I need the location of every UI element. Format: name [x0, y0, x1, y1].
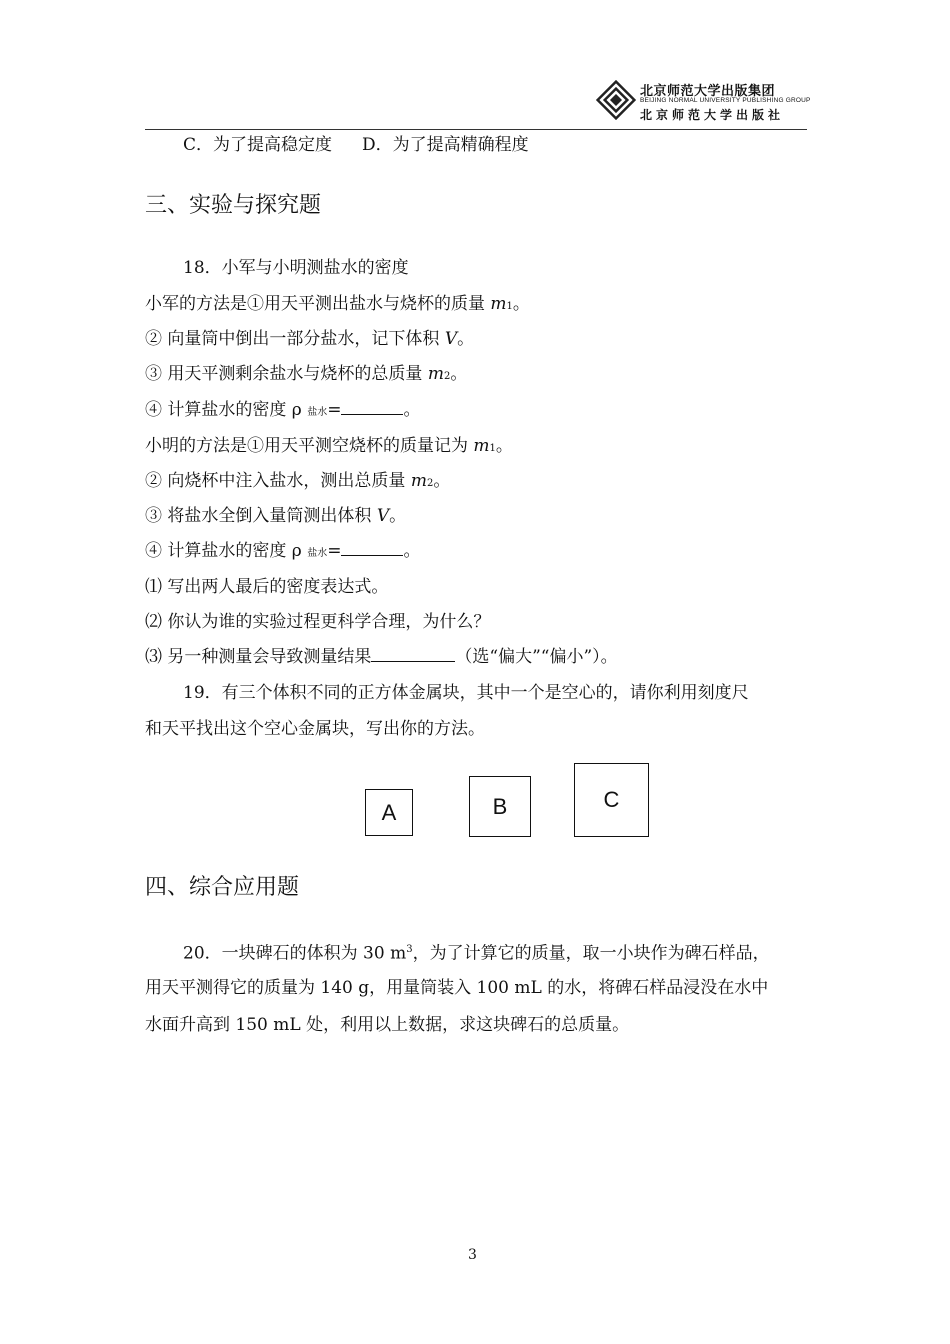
q19-line2: 和天平找出这个空心金属块，写出你的方法。: [145, 719, 485, 739]
q18-xj-step2: [145, 329, 474, 349]
var-m: m: [410, 471, 427, 491]
q18-title: 18．小军与小明测盐水的密度: [183, 258, 409, 278]
q18-xm-step3: [145, 506, 406, 526]
sub-1: 1: [506, 301, 513, 312]
q18-xj-step4: [145, 400, 420, 423]
q18-step4-text: ④ 计算盐水的密度 ρ: [145, 541, 308, 561]
q18-part3: [145, 647, 618, 667]
q18-xj-step1-text: 小军的方法是①用天平测出盐水与烧杯的质量: [145, 294, 491, 314]
q20-line3: 水面升高到 150 mL 处，利用以上数据，求这块碑石的总质量。: [145, 1015, 630, 1035]
q18-xj-step1: [145, 294, 530, 317]
period: 。: [403, 400, 421, 420]
var-m: m: [427, 364, 444, 384]
q17-option-c: C．为了提高稳定度: [183, 135, 333, 155]
q20-line1-text: 20．一块碑石的体积为 30 m: [183, 943, 407, 964]
var-V: V: [376, 506, 390, 526]
section4-title: 四、综合应用题: [145, 875, 300, 900]
q18-part3-choices: （选“偏大”“偏小”）。: [455, 647, 618, 667]
q18-xj-step3: [145, 364, 467, 387]
cube-a: A: [365, 789, 413, 836]
section3-title: 三、实验与探究题: [145, 193, 322, 218]
period: 。: [403, 541, 421, 561]
q17-option-d: D．为了提高精确程度: [362, 135, 529, 155]
var-m: m: [490, 294, 507, 314]
period: 。: [450, 364, 468, 384]
superscript-3: 3: [406, 944, 413, 955]
cube-c: C: [574, 763, 649, 837]
cube-b: B: [469, 776, 531, 837]
q18-xm-step1: [145, 436, 513, 459]
equals: =: [327, 541, 342, 561]
rho-subscript: 盐水: [307, 548, 328, 559]
var-V: V: [444, 329, 458, 349]
header-rule: [145, 129, 807, 130]
q18-part1: ⑴ 写出两人最后的密度表达式。: [145, 577, 389, 597]
answer-blank[interactable]: [341, 541, 403, 556]
period: 。: [389, 506, 407, 526]
period: 。: [457, 329, 475, 349]
period: 。: [495, 436, 513, 456]
q18-step4-text: ④ 计算盐水的密度 ρ: [145, 400, 308, 420]
q18-xj-step2-text: ② 向量筒中倒出一部分盐水，记下体积: [145, 329, 445, 349]
q18-xm-step1-text: 小明的方法是①用天平测空烧杯的质量记为: [145, 436, 474, 456]
q20-line2: 用天平测得它的质量为 140 g，用量筒装入 100 mL 的水，将碑石样品浸没在水中: [145, 978, 769, 998]
period: 。: [433, 471, 451, 491]
answer-blank[interactable]: [371, 647, 455, 662]
q18-xm-step4: [145, 541, 420, 564]
publisher-name-cn: 北京师范大学出版集团: [640, 84, 776, 99]
page-number: 3: [468, 1247, 477, 1263]
var-m: m: [473, 436, 490, 456]
publisher-name-cn-press: 北京师范大学出版社: [640, 108, 785, 122]
rho-subscript: 盐水: [307, 407, 328, 418]
q18-xj-step3-text: ③ 用天平测剩余盐水与烧杯的总质量: [145, 364, 428, 384]
q17-options: [183, 135, 529, 155]
answer-blank[interactable]: [341, 400, 403, 415]
q20-line1-rest: ，为了计算它的质量，取一小块作为碑石样品，: [412, 943, 770, 964]
period: 。: [512, 294, 530, 314]
sub-2: 2: [443, 371, 451, 382]
q18-part2: ⑵ 你认为谁的实验过程更科学合理，为什么？: [145, 612, 491, 632]
sub-2: 2: [426, 478, 434, 489]
q18-xm-step2: [145, 471, 450, 494]
sub-1: 1: [489, 443, 496, 454]
q18-xm-step3-text: ③ 将盐水全倒入量筒测出体积: [145, 506, 377, 526]
q18-xm-step2-text: ② 向烧杯中注入盐水，测出总质量: [145, 471, 411, 491]
equals: =: [327, 400, 342, 420]
publisher-name-en: BEIJING NORMAL UNIVERSITY PUBLISHING GROUP: [640, 97, 811, 104]
q18-part3-text: ⑶ 另一种测量会导致测量结果: [145, 647, 372, 667]
q20-line1: [183, 940, 770, 964]
publisher-logo: [596, 80, 636, 120]
q19-line1: 19．有三个体积不同的正方体金属块，其中一个是空心的，请你利用刻度尺: [183, 683, 749, 703]
